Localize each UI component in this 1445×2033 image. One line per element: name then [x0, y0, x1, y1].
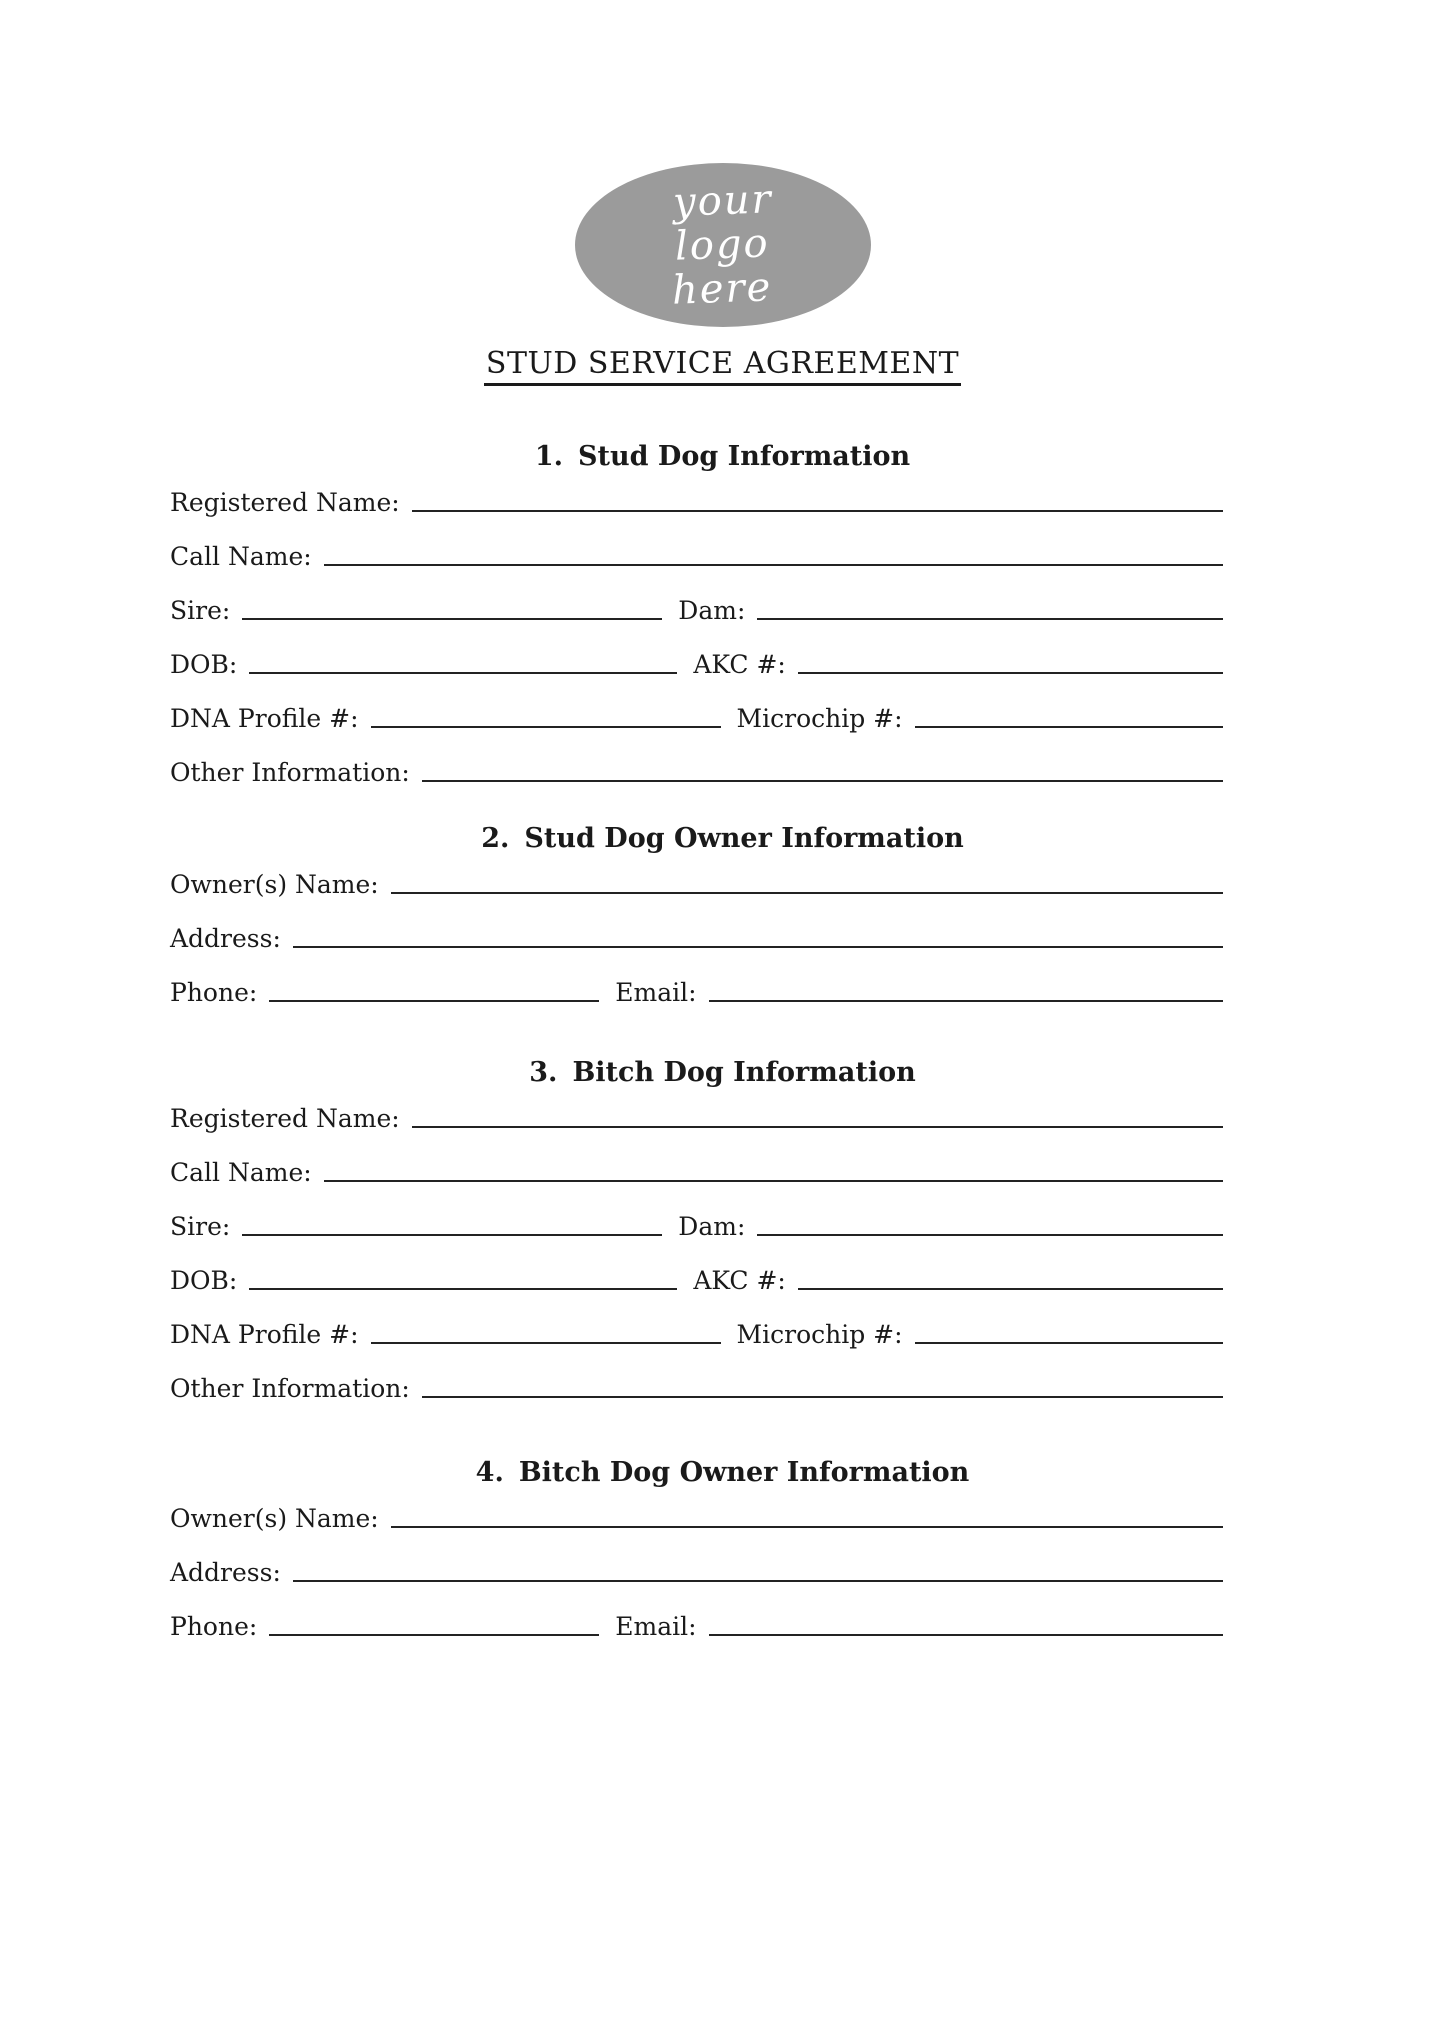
section-bitch-dog-owner-information	[0, 1456, 1445, 1642]
logo-placeholder	[575, 163, 871, 327]
blank-fill-line	[324, 1180, 1223, 1182]
field-label: Other Information:	[170, 1374, 410, 1403]
field-label: Email:	[615, 1612, 697, 1641]
form-sections	[0, 440, 1445, 1642]
section-stud-dog-information	[0, 440, 1445, 788]
blank-fill-line	[371, 726, 721, 728]
blank-fill-line	[242, 618, 662, 620]
form-field-row	[170, 703, 1223, 734]
blank-fill-line	[269, 1634, 599, 1636]
blank-fill-line	[915, 726, 1223, 728]
field-label: DNA Profile #:	[170, 704, 359, 733]
field-label: Dam:	[678, 596, 746, 625]
blank-fill-line	[412, 510, 1223, 512]
form-field-row	[170, 923, 1223, 954]
field-label: Call Name:	[170, 542, 312, 571]
blank-fill-line	[249, 672, 677, 674]
form-field-row	[170, 1319, 1223, 1350]
section-title: Bitch Dog Owner Information	[518, 1457, 970, 1488]
form-field-row	[170, 977, 1223, 1008]
field-label: Dam:	[678, 1212, 746, 1241]
form-field-row	[170, 1265, 1223, 1296]
blank-fill-line	[709, 1634, 1223, 1636]
form-field-row	[170, 869, 1223, 900]
document-title: STUD SERVICE AGREEMENT	[484, 346, 961, 386]
section-fields	[170, 869, 1223, 1008]
blank-fill-line	[757, 1234, 1223, 1236]
blank-fill-line	[324, 564, 1223, 566]
section-number: 2.	[481, 823, 510, 854]
field-label: Sire:	[170, 596, 231, 625]
field-label: Sire:	[170, 1212, 231, 1241]
logo-text-line: your	[671, 176, 774, 226]
field-label: Registered Name:	[170, 488, 400, 517]
field-label: DOB:	[170, 1266, 238, 1295]
blank-fill-line	[391, 892, 1223, 894]
form-field-row	[170, 1157, 1223, 1188]
blank-fill-line	[391, 1526, 1223, 1528]
section-fields	[170, 1503, 1223, 1642]
form-field-row	[170, 1557, 1223, 1588]
blank-fill-line	[915, 1342, 1223, 1344]
form-field-row	[170, 595, 1223, 626]
field-label: Registered Name:	[170, 1104, 400, 1133]
form-field-row	[170, 541, 1223, 572]
section-fields	[170, 487, 1223, 788]
field-label: AKC #:	[693, 650, 786, 679]
field-label: Microchip #:	[736, 704, 903, 733]
section-heading	[0, 1056, 1445, 1089]
form-field-row	[170, 1211, 1223, 1242]
logo-text-line: here	[671, 264, 774, 314]
section-bitch-dog-information	[0, 1056, 1445, 1404]
blank-fill-line	[422, 1396, 1223, 1398]
field-label: AKC #:	[693, 1266, 786, 1295]
field-label: Address:	[170, 924, 281, 953]
section-title: Bitch Dog Information	[572, 1057, 916, 1088]
blank-fill-line	[798, 1288, 1223, 1290]
blank-fill-line	[757, 618, 1223, 620]
logo-text-line: logo	[674, 220, 771, 270]
field-label: Address:	[170, 1558, 281, 1587]
field-label: Phone:	[170, 1612, 258, 1641]
field-label: DOB:	[170, 650, 238, 679]
blank-fill-line	[422, 780, 1223, 782]
section-heading	[0, 440, 1445, 473]
field-label: Call Name:	[170, 1158, 312, 1187]
form-field-row	[170, 487, 1223, 518]
blank-fill-line	[269, 1000, 599, 1002]
form-field-row	[170, 649, 1223, 680]
field-label: Other Information:	[170, 758, 410, 787]
blank-fill-line	[293, 1580, 1223, 1582]
section-title: Stud Dog Information	[578, 441, 911, 472]
blank-fill-line	[293, 946, 1223, 948]
section-title: Stud Dog Owner Information	[524, 823, 964, 854]
form-field-row	[170, 1503, 1223, 1534]
section-fields	[170, 1103, 1223, 1404]
section-number: 3.	[529, 1057, 558, 1088]
blank-fill-line	[798, 672, 1223, 674]
form-field-row	[170, 757, 1223, 788]
blank-fill-line	[242, 1234, 662, 1236]
field-label: Phone:	[170, 978, 258, 1007]
title-area	[0, 346, 1445, 386]
stud-service-agreement-page	[0, 163, 1445, 1642]
form-field-row	[170, 1103, 1223, 1134]
field-label: Microchip #:	[736, 1320, 903, 1349]
section-heading	[0, 1456, 1445, 1489]
section-number: 4.	[475, 1457, 504, 1488]
blank-fill-line	[412, 1126, 1223, 1128]
blank-fill-line	[249, 1288, 677, 1290]
blank-fill-line	[709, 1000, 1223, 1002]
field-label: Owner(s) Name:	[170, 870, 379, 899]
form-field-row	[170, 1373, 1223, 1404]
section-number: 1.	[534, 441, 564, 472]
form-field-row	[170, 1611, 1223, 1642]
blank-fill-line	[371, 1342, 721, 1344]
section-heading	[0, 822, 1445, 855]
field-label: DNA Profile #:	[170, 1320, 359, 1349]
section-stud-dog-owner-information	[0, 822, 1445, 1008]
field-label: Owner(s) Name:	[170, 1504, 379, 1533]
field-label: Email:	[615, 978, 697, 1007]
